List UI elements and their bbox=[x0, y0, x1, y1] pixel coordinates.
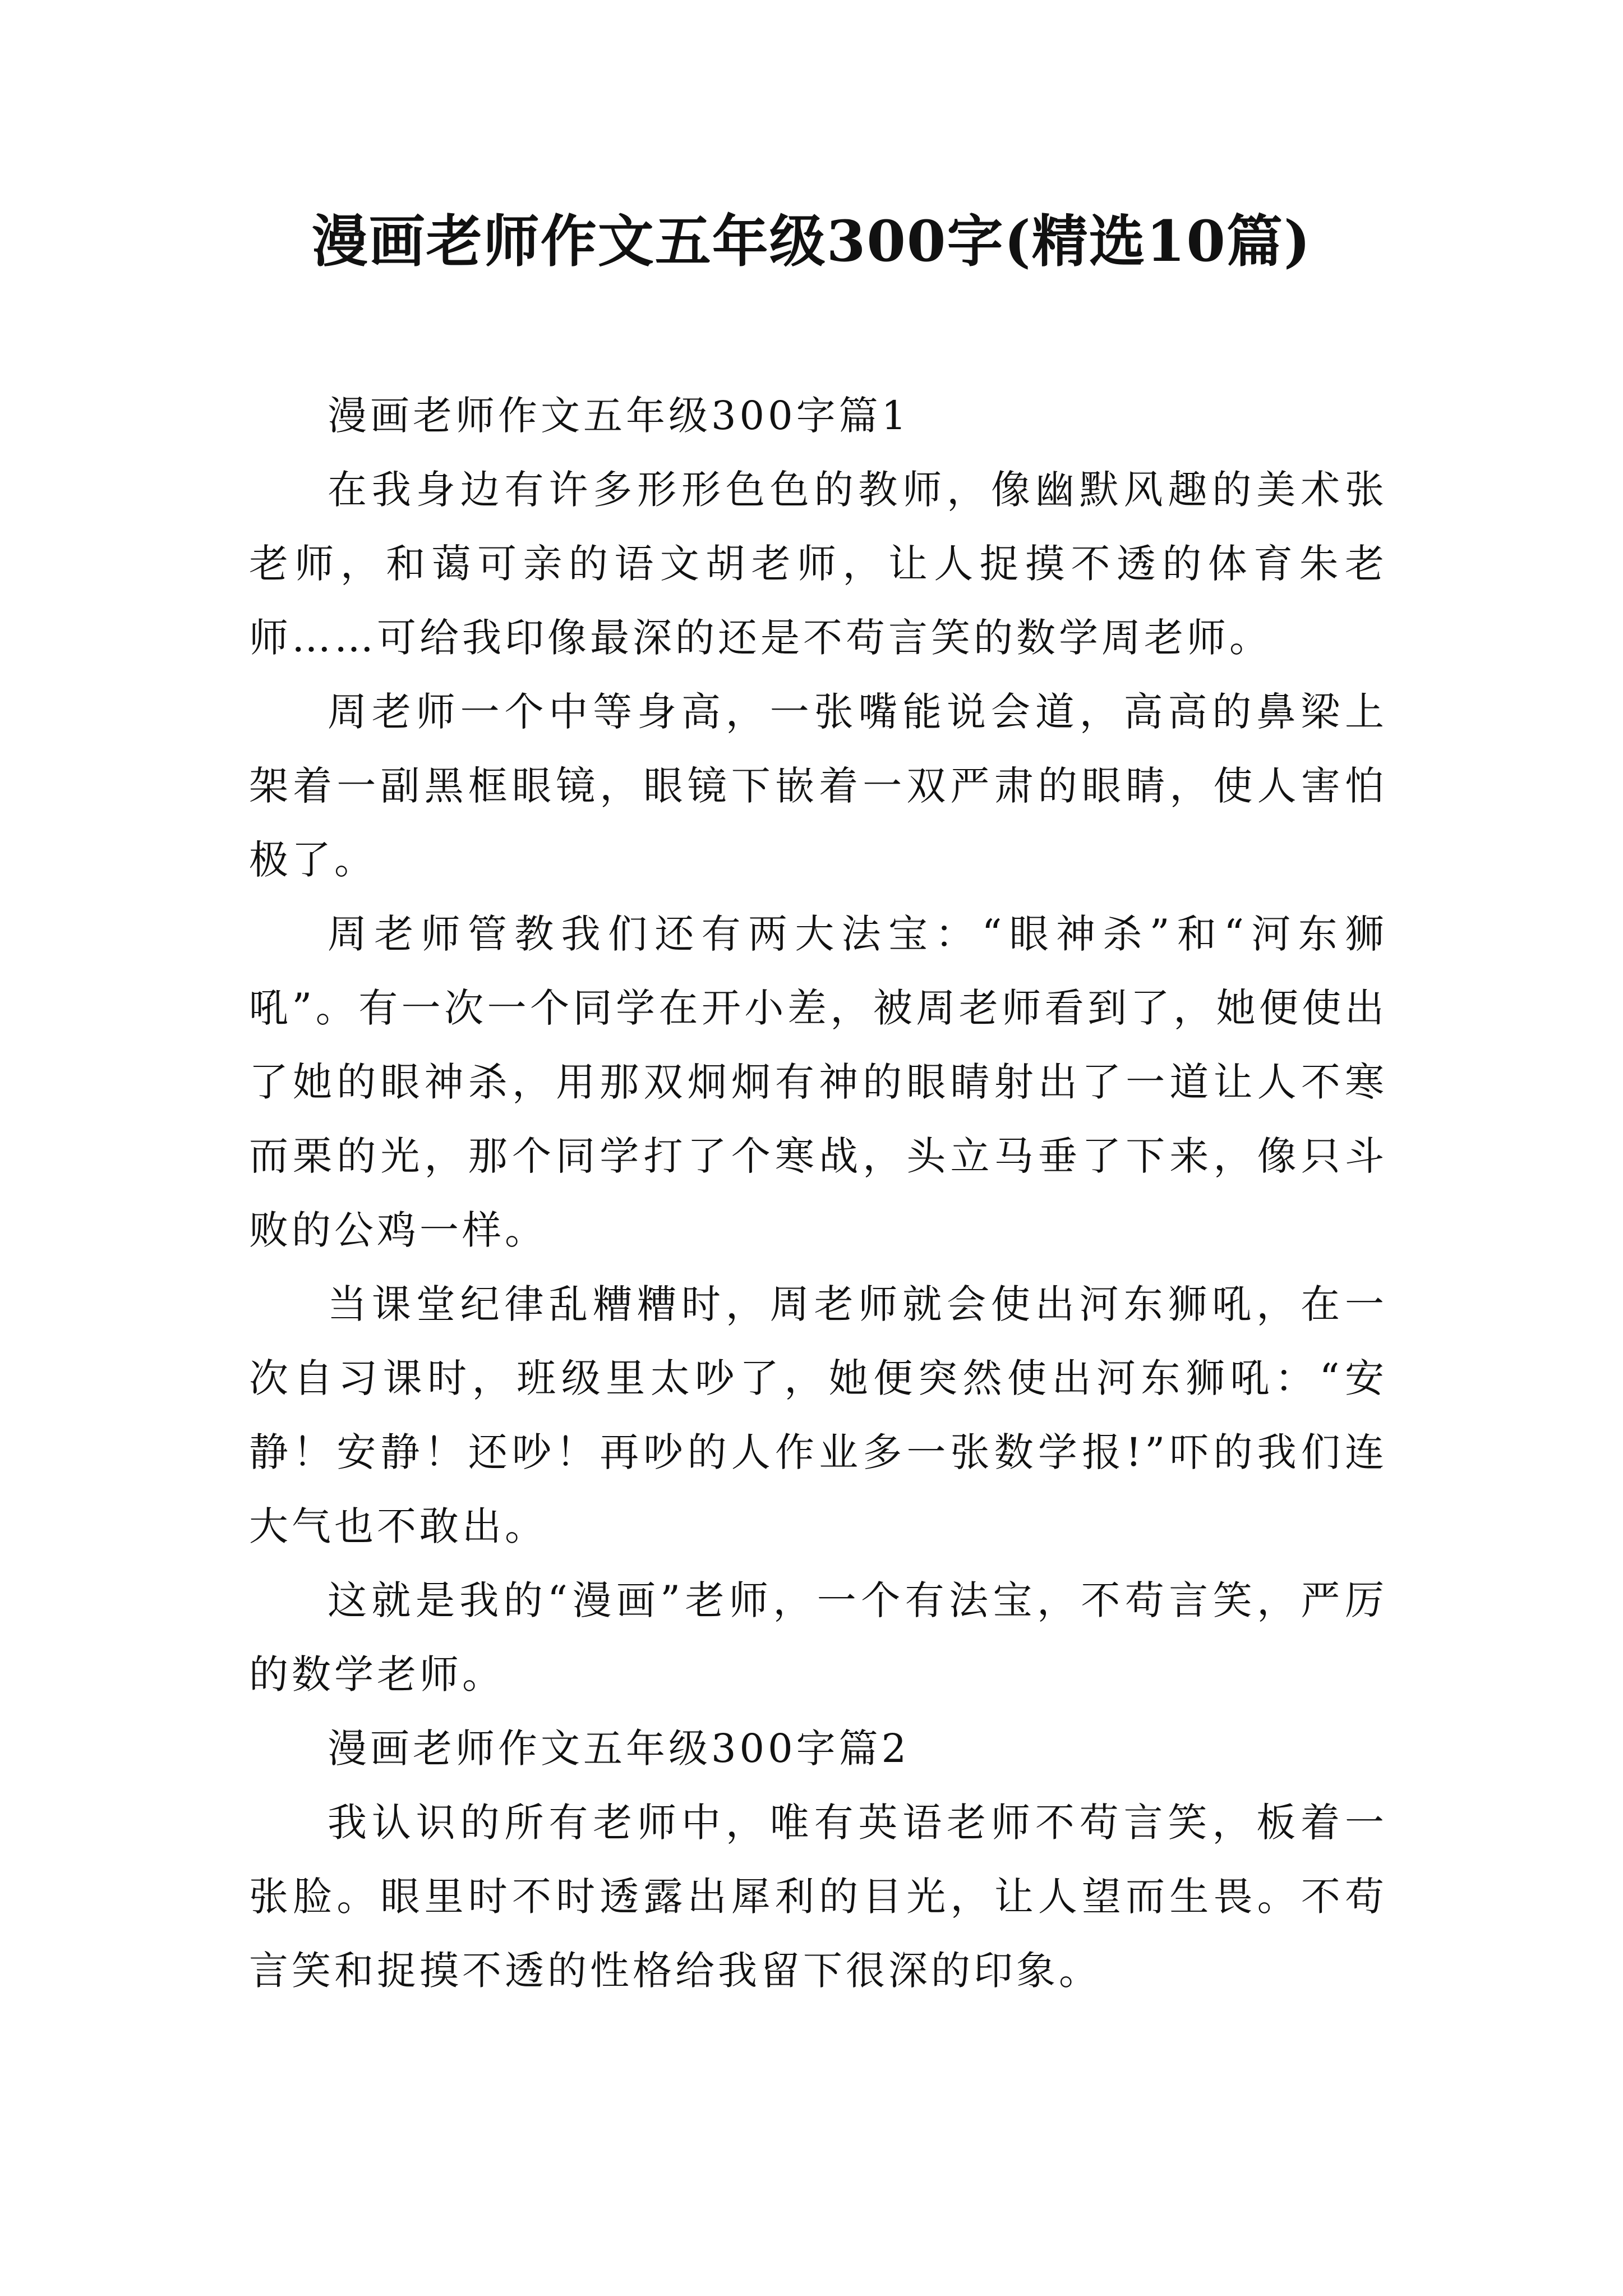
document-body bbox=[249, 379, 1387, 2008]
paragraph: 这就是我的“漫画”老师，一个有法宝，不苟言笑，严厉的数学老师。 bbox=[249, 1577, 1387, 1697]
paragraph: 我认识的所有老师中，唯有英语老师不苟言笑，板着一张脸。眼里时不时透露出犀利的目光，让人望而生畏。不苟言笑和捉摸不透的性格给我留下很深的印象。 bbox=[249, 1800, 1387, 1994]
paragraph: 周老师一个中等身高，一张嘴能说会道，高高的鼻梁上架着一副黑框眼镜，眼镜下嵌着一双严肃的眼睛，使人害怕极了。 bbox=[249, 689, 1387, 883]
paragraph: 当课堂纪律乱糟糟时，周老师就会使出河东狮吼，在一次自习课时，班级里太吵了，她便突然使出河东狮吼：“安静！安静！还吵！再吵的人作业多一张数学报!”吓的我们连大气也不敢出。 bbox=[249, 1281, 1387, 1549]
paragraph: 在我身边有许多形形色色的教师，像幽默风趣的美术张老师，和蔼可亲的语文胡老师，让人捉摸不透的体育朱老师……可给我印像最深的还是不苟言笑的数学周老师。 bbox=[249, 467, 1387, 661]
section-heading-1: 漫画老师作文五年级300字篇1 bbox=[328, 393, 910, 439]
section-heading-2: 漫画老师作文五年级300字篇2 bbox=[328, 1726, 910, 1772]
document-title: 漫画老师作文五年级300字(精选10篇) bbox=[311, 208, 1312, 274]
paragraph: 周老师管教我们还有两大法宝：“眼神杀”和“河东狮吼”。有一次一个同学在开小差，被周老师看到了，她便使出了她的眼神杀，用那双炯炯有神的眼睛射出了一道让人不寒而栗的光，那个同学打了个寒战，头立马垂了下来，像只斗败的公鸡一样。 bbox=[249, 911, 1387, 1253]
